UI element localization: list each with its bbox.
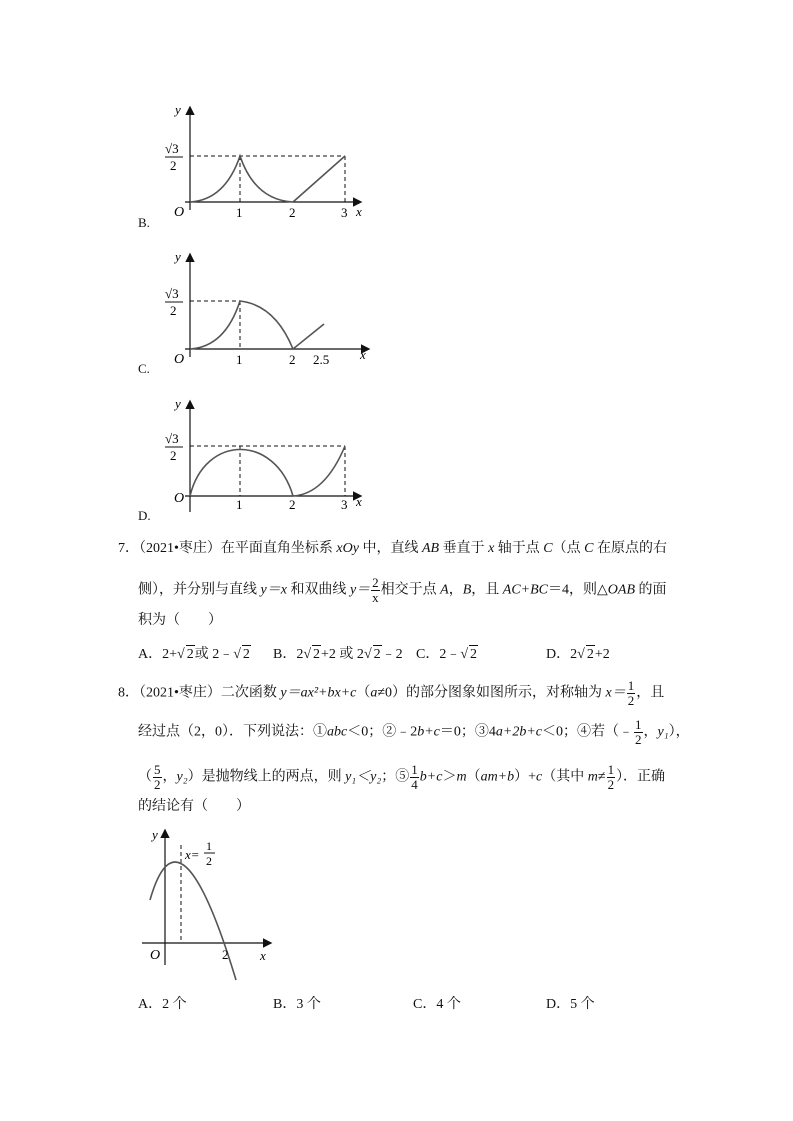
graph-c [150,247,390,377]
tick-2: 2 [289,497,296,512]
ytick-den: 2 [170,158,177,173]
q8-option-b: B．3 个 [273,997,321,1012]
tick-1: 1 [236,497,243,512]
curve-d [190,446,345,496]
graph-q8-parabola [140,825,290,985]
q7-line1: 7．（2021•枣庄）在平面直角坐标系 xOy 中，直线 AB 垂直于 x 轴于点 C（点 C 在原点的右 [118,541,667,556]
x-label: x [356,494,362,509]
fraction-2-over-x: $\frac{2}{x}$ [372,575,379,605]
tick-1: 1 [236,352,243,367]
ytick-den: 2 [170,448,177,463]
ytick-den: 2 [170,303,177,318]
q7-option-a: A．2+√ 2或 2﹣√ 2 [138,645,251,664]
option-b-label: B. [138,215,150,230]
curve-c [190,301,324,349]
option-d-label: D. [138,508,151,523]
fraction-half: $\frac{1}{2}$ [635,717,642,747]
tick-1: 1 [236,205,243,220]
origin: O [174,352,185,367]
q8-option-c: C．4 个 [413,997,461,1012]
tick-3: 3 [341,497,348,512]
graph-b [150,100,390,230]
ytick-sqrt: √3 [165,431,179,446]
ytick-sqrt: √3 [165,141,179,156]
fraction-half: $\frac{1}{2}$ [627,678,635,708]
origin: O [174,491,185,506]
origin: O [150,948,161,963]
q8-line2: 经过点（2，0）．下列说法：①abc＜0；②﹣2b+c＝0；③4a+2b+c＜0；④若（﹣ $\frac{1}{2}$ ，y₁）， [138,717,690,747]
q8-option-d: D．5 个 [546,997,595,1012]
curve-b [190,156,345,202]
fraction-quarter: $\frac{1}{4}$ [411,762,418,792]
fraction-five-halves: $\frac{5}{2}$ [154,762,161,792]
ytick-sqrt: √3 [165,286,179,301]
parabola [150,862,236,980]
axis-half-num: 1 [206,839,212,853]
tick-2: 2 [289,205,296,220]
q8-line1: 8．（2021•枣庄）二次函数 y＝ax²+bx+c（a≠0）的部分图象如图所示，对称轴为 x＝ $\frac{1}{2}$ ，且 [118,678,665,708]
x-label: x [260,948,266,963]
q7-option-c: C．2﹣√ 2 [416,645,478,664]
q8-line4: 的结论有（ ） [138,799,250,814]
y-label: y [175,396,181,411]
option-c-label: C. [138,361,150,376]
fraction-half: $\frac{1}{2}$ [607,762,615,792]
y-label: y [152,827,158,842]
tick-2: 2 [289,352,296,367]
x-label: x [356,204,362,219]
y-label: y [175,249,181,264]
q7-line2: 侧），并分别与直线 y＝x 和双曲线 y＝ $\frac{2}{x}$ 相交于点 A，B，且 AC+BC＝4，则△OAB 的面 [138,575,667,605]
q7-line3: 积为（ ） [138,613,222,628]
q8-line3: （ $\frac{5}{2}$ ，y₂）是抛物线上的两点，则 y₁＜y₂；⑤ $\frac{1}{4}$ b+c＞m（am+b）+c（其中 m≠ $\frac{1}{2}$ ）．正确 [138,762,666,792]
x-label: x [360,347,366,362]
tick-3: 3 [341,205,348,220]
q7-option-d: D．2√ 2+2 [546,645,610,664]
origin: O [174,205,185,220]
graph-d [150,394,390,524]
tick-2-5: 2.5 [313,352,330,367]
axis-half-den: 2 [206,854,212,868]
q8-option-a: A．2 个 [138,997,187,1012]
q7-option-b: B．2√ 2+2 或 2√ 2﹣2 [273,645,403,664]
y-label: y [175,102,181,117]
axis-label: x= [185,847,200,862]
root-2: 2 [222,947,229,962]
